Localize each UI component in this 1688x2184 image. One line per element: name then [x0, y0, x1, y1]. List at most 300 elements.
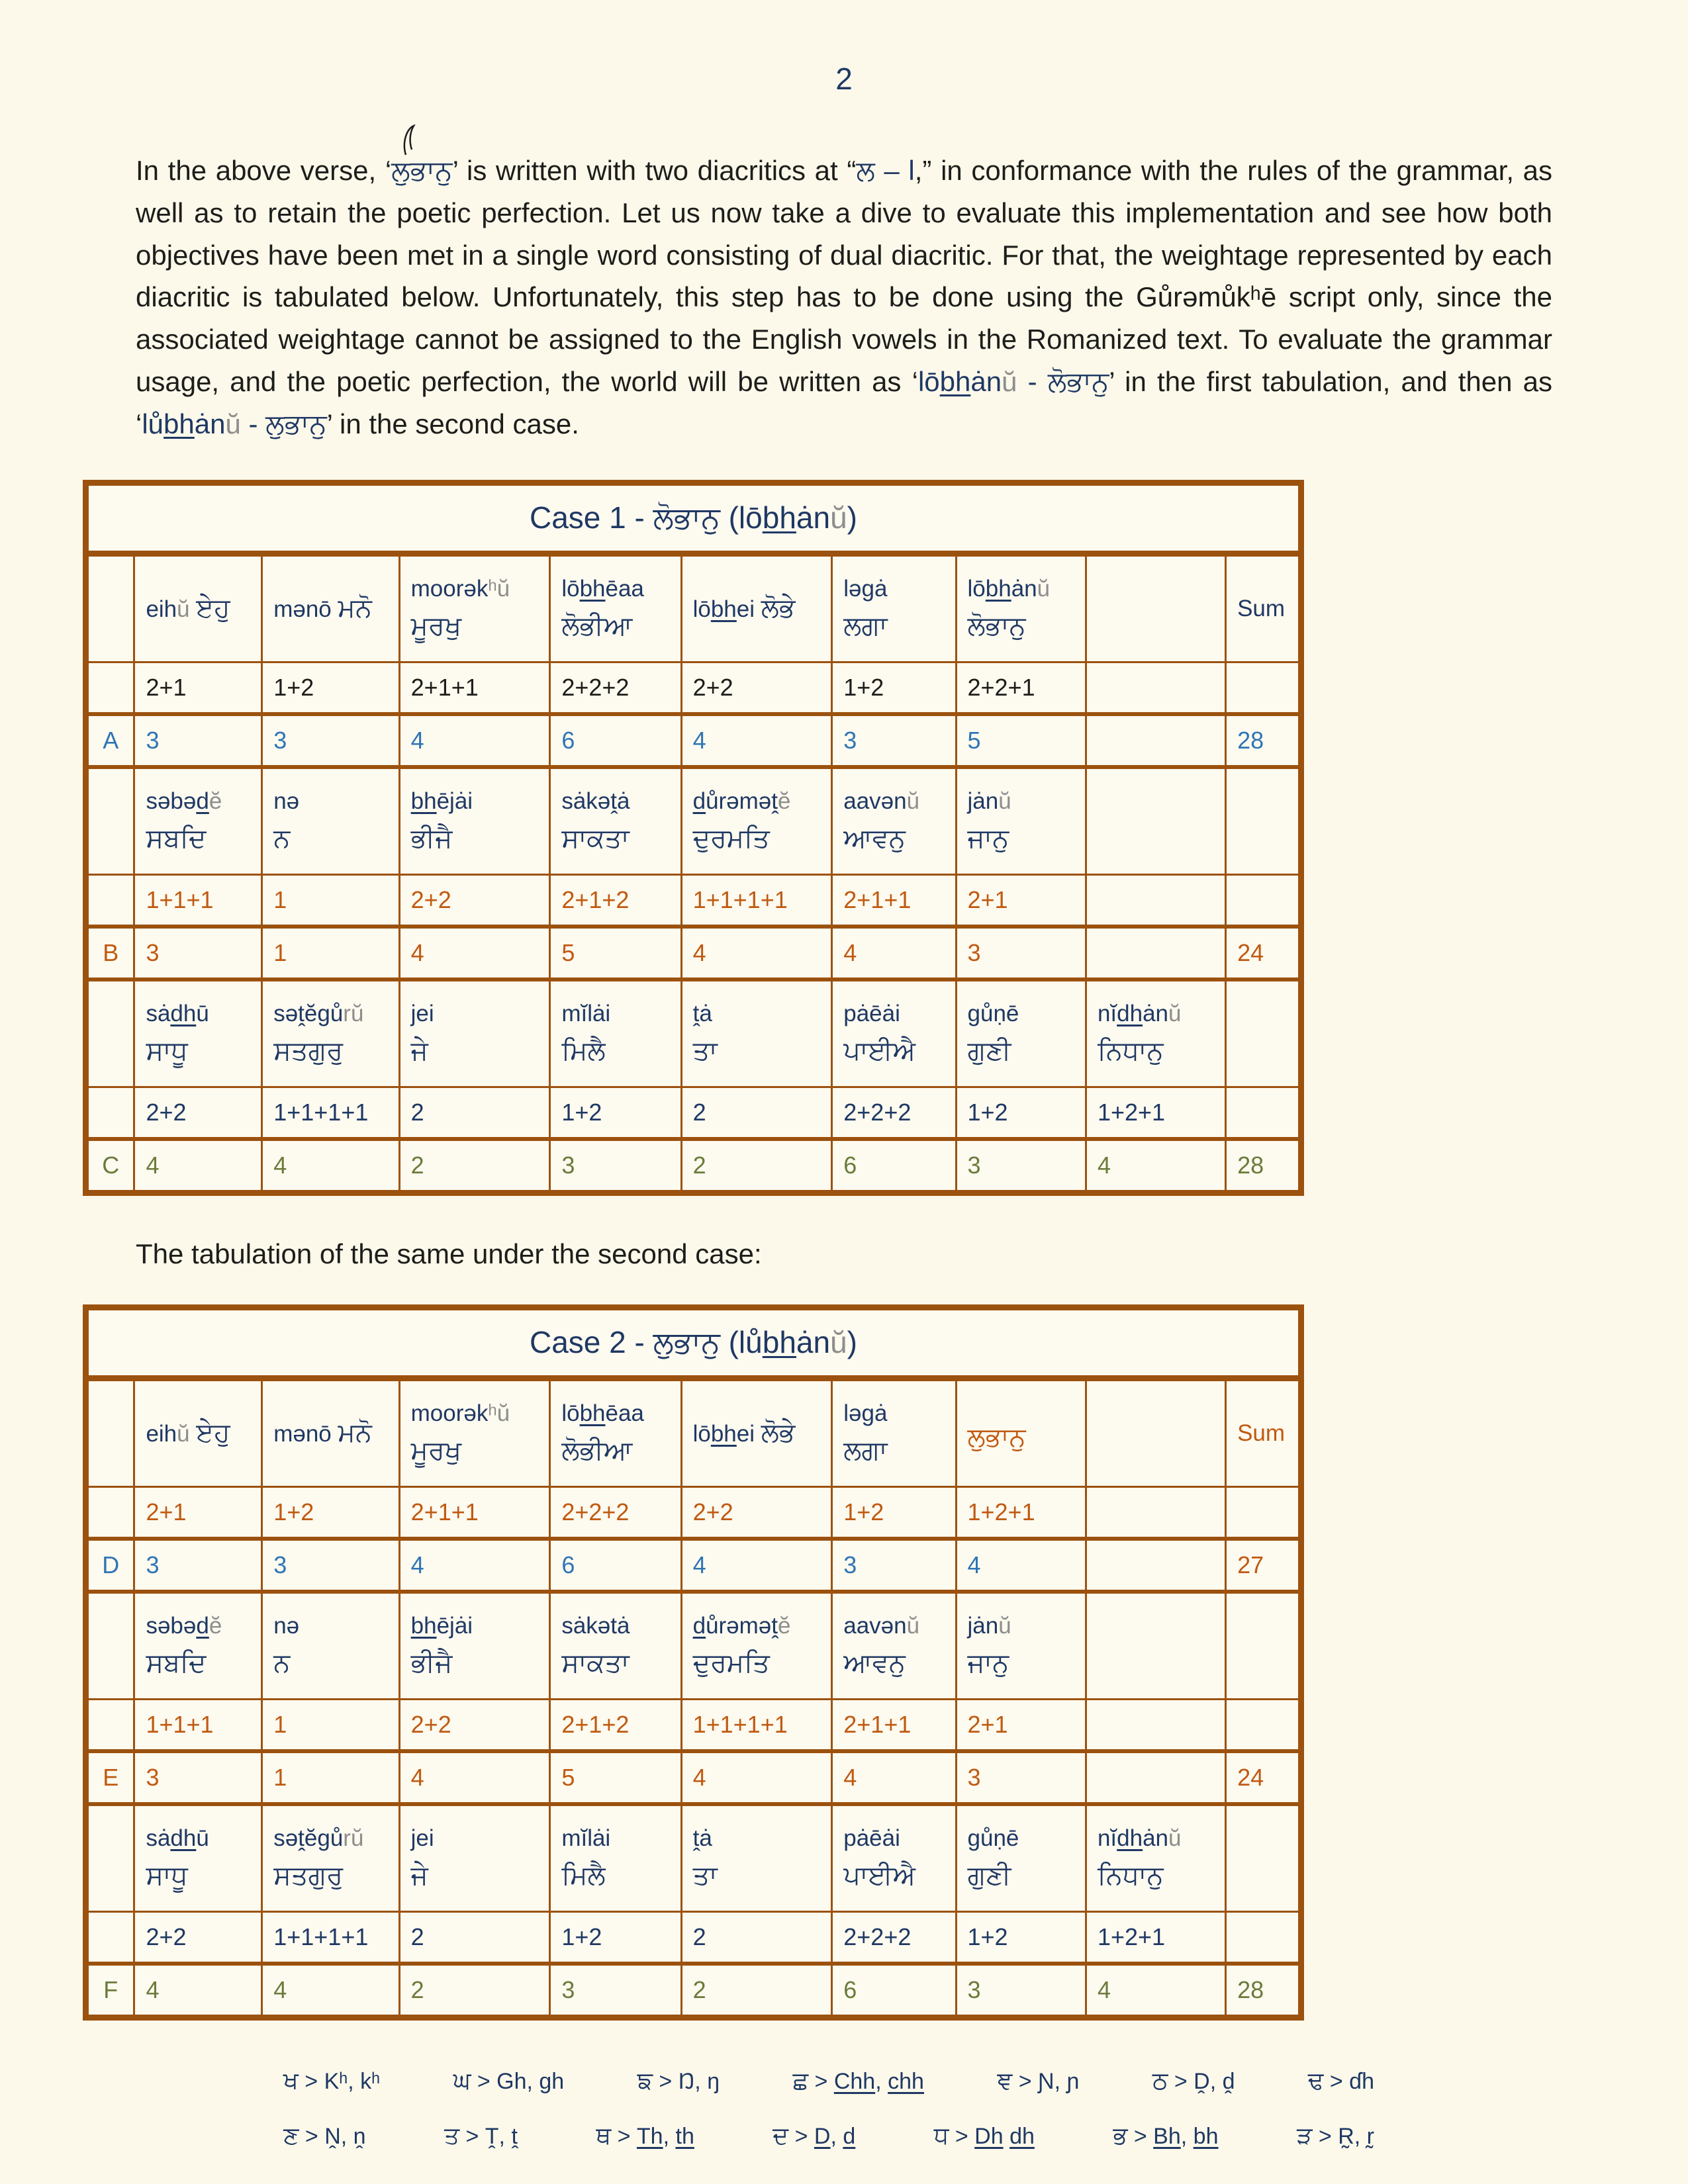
word-cell — [134, 1804, 262, 1912]
weight-cell: 2+1 — [956, 1699, 1086, 1751]
roman-word: jȧnŭ — [967, 788, 1011, 815]
gurmukhi-word: ਦੁਰਮਤਿ — [692, 1649, 770, 1678]
weight-cell: 2+1+2 — [550, 1699, 681, 1751]
count-cell: 4 — [681, 714, 832, 767]
legend-row — [283, 2067, 1374, 2095]
weight-cell: 2+2+2 — [550, 662, 681, 714]
underlined-letters: bh — [762, 500, 796, 535]
weight-cell: 1+1+1+1 — [681, 1699, 832, 1751]
roman-word: aavənŭ — [843, 1613, 920, 1639]
gray-diacritic: ĕ — [209, 1613, 222, 1639]
gurmukhi-word: ਲਗਾ — [843, 612, 888, 641]
roman-equivalent: Bh, bh — [1153, 2123, 1219, 2149]
weight-cell: 2 — [399, 1911, 550, 1964]
weight-cell: 1+2+1 — [1086, 1911, 1225, 1964]
weight-cell — [1226, 874, 1301, 927]
count-cell: 4 — [681, 927, 832, 979]
empty-cell — [86, 1592, 134, 1700]
weight-cell: 1+1+1+1 — [681, 874, 832, 927]
weight-cell — [1086, 1486, 1225, 1539]
count-cell: 3 — [134, 1751, 262, 1804]
weight-cell: 1+2 — [956, 1087, 1086, 1139]
gurmukhi-word: ਲੋਭਾਨੁ — [967, 612, 1026, 641]
gurmukhi-letter: ਙ — [637, 2066, 653, 2094]
word-cell — [1086, 979, 1225, 1087]
legend-item: ਞ > Ɲ, ɲ — [997, 2066, 1080, 2094]
empty-cell — [1086, 767, 1225, 875]
gurmukhi-letter: ਞ — [997, 2066, 1013, 2094]
word-cell — [956, 1804, 1086, 1912]
count-cell: 3 — [134, 927, 262, 979]
word-cell — [681, 553, 832, 662]
gurmukhi-letter: ਢ — [1307, 2066, 1324, 2094]
gray-diacritic: ĕ — [778, 1613, 791, 1639]
word-cell — [399, 979, 550, 1087]
count-cell: 5 — [550, 1751, 681, 1804]
weight-cell: 2+2 — [681, 1486, 832, 1539]
weight-cell: 2+1+1 — [832, 1699, 956, 1751]
weight-cell: 1+2 — [832, 1486, 956, 1539]
word-cell — [681, 1378, 832, 1486]
roman-equivalent — [974, 2124, 1035, 2149]
gray-diacritic: rŭ — [343, 1825, 364, 1852]
word-cell — [262, 979, 399, 1087]
roman-word: Sum — [1237, 595, 1286, 621]
count-cell: 2 — [681, 1139, 832, 1193]
roman-word: səṱĕgůrŭ — [273, 1825, 364, 1852]
weight-cell: 1+1+1+1 — [262, 1087, 399, 1139]
gurmukhi-letter: ਤ — [444, 2121, 460, 2149]
gray-diacritic: ŭ — [998, 1613, 1011, 1639]
word-cell — [550, 1592, 681, 1700]
count-cell: 2 — [399, 1139, 550, 1193]
roman-word: ṱȧ — [692, 1001, 712, 1027]
gurmukhi-word: ਲੁਭਾਨੁ — [391, 155, 452, 186]
weight-cell: 2+1+2 — [550, 874, 681, 927]
underlined-letters: Chh — [833, 2068, 876, 2094]
gurmukhi-word: ਲੋਭਾਨੁ — [1047, 366, 1109, 398]
second-case-caption: The tabulation of the same under the second case: — [136, 1238, 762, 1269]
page-number: 2 — [835, 62, 853, 96]
gurmukhi-word: ਮਿਲੈ — [561, 1036, 606, 1066]
gurmukhi-word: ਪਾਈਐ — [843, 1861, 915, 1891]
gray-diacritic: ŭ — [906, 788, 920, 815]
word-cell — [134, 1592, 262, 1700]
weight-cell — [1226, 662, 1301, 714]
weight-cell: 2+2 — [681, 662, 832, 714]
roman-word: eihŭ — [146, 1421, 190, 1447]
gurmukhi-word: ਲਗਾ — [843, 1436, 888, 1466]
roman-word: eihŭ — [146, 596, 190, 623]
gray-diacritic: ĕ — [209, 788, 222, 815]
empty-cell — [1226, 979, 1301, 1087]
count-cell: 1 — [262, 1751, 399, 1804]
word-cell — [832, 979, 956, 1087]
row-label: D — [86, 1539, 134, 1592]
case-2-title — [86, 1307, 1301, 1378]
count-cell: 3 — [956, 1751, 1086, 1804]
count-cell: 3 — [832, 714, 956, 767]
underlined-letters: bh — [710, 1421, 737, 1447]
gurmukhi-word: ਲੋਭਾਨੁ — [653, 500, 720, 535]
word-cell — [399, 1378, 550, 1486]
gurmukhi-word: ਮਨੋ — [338, 594, 372, 623]
intro-text: lōbhȧnŭ — [917, 366, 1017, 398]
empty-cell — [1086, 1592, 1225, 1700]
roman-word: lōbhei — [692, 1421, 755, 1447]
underlined-letters: dh — [170, 1001, 197, 1027]
gurmukhi-word: ਤਾ — [692, 1861, 718, 1891]
count-cell: 2 — [399, 1964, 550, 2018]
roman-word: jȧnŭ — [967, 1613, 1011, 1639]
underlined-letters: bh — [939, 366, 971, 398]
count-cell: 4 — [134, 1964, 262, 2018]
legend-item: ਢ > ɗh — [1307, 2066, 1374, 2094]
roman-word: nĭdhȧnŭ — [1097, 1001, 1182, 1027]
gray-diacritic: ŭ — [906, 1613, 920, 1639]
count-cell: 4 — [262, 1139, 399, 1193]
underlined-letters: bh — [410, 788, 437, 815]
title-text: (lōbhȧnŭ) — [720, 500, 857, 535]
sum-cell: 28 — [1226, 714, 1301, 767]
roman-word: səbədĕ — [146, 788, 222, 815]
count-cell: 6 — [550, 1539, 681, 1592]
gurmukhi-letter: ਖ — [283, 2066, 299, 2094]
underlined-letters: dh — [1117, 1825, 1143, 1852]
gurmukhi-word: ਸਤਗੁਰੁ — [273, 1861, 344, 1891]
gurmukhi-letter: ਦ — [773, 2121, 789, 2149]
roman-word: nə — [273, 788, 300, 815]
gurmukhi-word: ਜਾਨੁ — [967, 1649, 1009, 1678]
gray-diacritic: rŭ — [343, 1001, 364, 1027]
intro-text: ’ in the first tabulation, and then as ‘ — [136, 366, 1552, 439]
underlined-letters: Bh — [1153, 2123, 1181, 2149]
word-cell — [956, 1592, 1086, 1700]
weight-cell: 1+2+1 — [956, 1486, 1086, 1539]
roman-equivalent: Gh, gh — [496, 2068, 565, 2094]
count-cell: 3 — [134, 1539, 262, 1592]
underlined-letters: bh — [410, 1613, 437, 1639]
count-cell: 1 — [262, 927, 399, 979]
legend-item: ਦ > D, d — [773, 2121, 856, 2149]
gurmukhi-word: ਲੁਭਾਨੁ — [265, 408, 327, 439]
roman-word: jei — [410, 1825, 434, 1852]
roman-word: ṱȧ — [692, 1825, 712, 1852]
word-cell — [134, 553, 262, 662]
word-cell — [399, 553, 550, 662]
underlined-letters: d — [843, 2123, 856, 2149]
roman-word: důrəməṱĕ — [692, 788, 791, 815]
count-cell — [1086, 1751, 1225, 1804]
gurmukhi-word: ਦੁਰਮਤਿ — [692, 824, 770, 854]
gurmukhi-word: ਲੁਭਾਨੁ — [967, 1423, 1026, 1453]
underlined-letters: Dh — [974, 2123, 1004, 2149]
gurmukhi-word: ਨਿਧਾਨੁ — [1097, 1036, 1164, 1066]
intro-text: ’ in the second case. — [326, 408, 579, 439]
count-cell: 6 — [550, 714, 681, 767]
count-cell: 4 — [1086, 1964, 1225, 2018]
weight-cell: 2 — [399, 1087, 550, 1139]
weight-cell: 1 — [262, 874, 399, 927]
underlined-letters: dh — [1009, 2123, 1035, 2149]
title-text: Case 1 - — [529, 500, 653, 535]
roman-equivalent: Chh, chh — [833, 2068, 924, 2094]
title-text: (lůbhȧnŭ) — [720, 1324, 857, 1359]
count-cell: 3 — [956, 1139, 1086, 1193]
title-text: Case 2 - — [529, 1324, 653, 1359]
intro-text: ,” in conformance with the rules of the grammar, as well as to retain the poetic perfection. Let us now take a dive to evaluate this implementation and see how both objectives have been met in a single word consisting of dual diacritic. For that, the weightage represented by each diacritic is tabulated below. Unfortunately, this step has to be done using the Gůrəmůkʰē script only, since the associated weightage cannot be assigned to the English vowels in the Romanized text. To evaluate the grammar usage, and the poetic perfection, the world will be written as ‘ — [136, 155, 1553, 398]
underlined-letters: bh — [164, 408, 195, 439]
count-cell: 6 — [832, 1964, 956, 2018]
count-cell: 3 — [550, 1139, 681, 1193]
word-cell — [262, 767, 399, 875]
weight-cell: 2 — [681, 1087, 832, 1139]
sum-cell: 28 — [1226, 1139, 1301, 1193]
gray-diacritic: ŭ — [830, 1324, 847, 1359]
roman-word: səṱĕgůrŭ — [273, 1001, 364, 1027]
gurmukhi-letter: ਭ — [1113, 2121, 1128, 2149]
weight-cell — [1086, 1699, 1225, 1751]
weight-cell: 1+2 — [262, 662, 399, 714]
count-cell — [1086, 714, 1225, 767]
word-cell — [550, 1378, 681, 1486]
weight-cell: 2+2 — [134, 1087, 262, 1139]
gurmukhi-word: ਲੋਭੀਆ — [561, 612, 633, 641]
count-cell: 3 — [262, 714, 399, 767]
gurmukhi-word: ਲ — [856, 155, 875, 186]
gray-diacritic: ŭ — [1002, 366, 1017, 398]
gray-diacritic: ĕ — [778, 788, 791, 815]
weight-cell — [1226, 1911, 1301, 1964]
gray-diacritic: ŭ — [225, 408, 241, 439]
underlined-letters: bh — [579, 576, 606, 602]
roman-equivalent: Kʰ, kʰ — [324, 2068, 381, 2094]
underlined-letters: dh — [1117, 1001, 1143, 1027]
underlined-letters: bh — [985, 576, 1011, 602]
roman-word: mənō — [273, 596, 332, 623]
roman-word: lōbhēaa — [561, 576, 644, 602]
underlined-letters: th — [675, 2123, 694, 2149]
count-cell: 3 — [262, 1539, 399, 1592]
gurmukhi-word: ਏਹੁ — [196, 1418, 230, 1448]
gurmukhi-word: ਸਤਗੁਰੁ — [273, 1036, 344, 1066]
word-cell — [134, 1378, 262, 1486]
word-cell — [399, 1804, 550, 1912]
roman-equivalent: Ṋ, ṋ — [324, 2123, 366, 2149]
gurmukhi-word: ਜੇ — [410, 1036, 428, 1066]
word-cell — [550, 553, 681, 662]
gurmukhi-word: ਸਾਧੂ — [146, 1036, 188, 1066]
count-cell — [1086, 927, 1225, 979]
word-cell — [262, 1592, 399, 1700]
gurmukhi-word: ਸਾਕਤਾ — [561, 1649, 630, 1678]
roman-equivalent: Ɲ, ɲ — [1038, 2068, 1080, 2094]
weight-cell: 2+1 — [956, 874, 1086, 927]
gray-diacritic: ŭ — [1037, 576, 1051, 602]
roman-equivalent: Th, th — [636, 2123, 694, 2149]
gurmukhi-word: ਨਿਧਾਨੁ — [1097, 1861, 1164, 1891]
weight-cell — [1226, 1486, 1301, 1539]
case-1-table — [83, 480, 1304, 1196]
gray-diacritic: ŭ — [177, 1421, 190, 1447]
transliteration-legend — [283, 2067, 1374, 2150]
gurmukhi-word: ਲੁਭਾਨੁ — [653, 1324, 720, 1359]
word-cell — [399, 767, 550, 875]
underlined-letters: d — [196, 1613, 209, 1639]
intro-text: – l — [874, 155, 915, 186]
count-cell: 4 — [399, 1751, 550, 1804]
weight-cell: 1+1+1 — [134, 1699, 262, 1751]
roman-word: bhējȧi — [410, 1613, 473, 1639]
word-cell — [832, 1804, 956, 1912]
row-label: F — [86, 1964, 134, 2018]
empty-cell — [1226, 767, 1301, 875]
empty-cell — [1226, 1592, 1301, 1700]
word-cell — [550, 1804, 681, 1912]
roman-word: moorəkʰŭ — [410, 1400, 510, 1427]
intro-text: In the above verse, ‘ — [136, 155, 392, 186]
gray-diacritic: ŭ — [177, 596, 190, 623]
count-cell: 3 — [956, 927, 1086, 979]
weight-cell: 2+2+2 — [832, 1087, 956, 1139]
verse-flourish-icon — [400, 124, 420, 156]
count-cell: 4 — [956, 1539, 1086, 1592]
roman-word: səbədĕ — [146, 1613, 222, 1639]
roman-word: pȧēȧi — [843, 1825, 900, 1852]
count-cell: 4 — [399, 1539, 550, 1592]
gurmukhi-word: ਲੋਭੇ — [761, 1418, 796, 1448]
roman-word: pȧēȧi — [843, 1001, 900, 1027]
gurmukhi-word: ਲੋਭੀਆ — [561, 1436, 633, 1466]
weight-cell — [1086, 874, 1225, 927]
case-1-title — [86, 482, 1301, 553]
gurmukhi-word: ਨ — [273, 824, 291, 854]
count-cell: 3 — [550, 1964, 681, 2018]
weight-cell: 2+2 — [134, 1911, 262, 1964]
gurmukhi-word: ਨ — [273, 1649, 291, 1678]
weight-cell: 2+1 — [134, 662, 262, 714]
gurmukhi-letter: ਣ — [283, 2121, 299, 2149]
gurmukhi-word: ਤਾ — [692, 1036, 718, 1066]
word-cell — [550, 767, 681, 875]
underlined-letters: Th — [636, 2123, 663, 2149]
underlined-letters: bh — [710, 596, 737, 623]
gurmukhi-letter: ਘ — [453, 2066, 471, 2094]
count-cell: 6 — [832, 1139, 956, 1193]
gurmukhi-word: ਸਾਕਤਾ — [561, 824, 630, 854]
weight-cell: 2+2+2 — [832, 1911, 956, 1964]
word-cell — [134, 979, 262, 1087]
weight-cell — [86, 874, 134, 927]
gurmukhi-word: ਗੁਣੀ — [967, 1036, 1011, 1066]
weight-cell — [86, 1486, 134, 1539]
empty-cell — [86, 553, 134, 662]
roman-word: lōbhȧnŭ — [967, 576, 1051, 602]
weight-cell: 2+2+1 — [956, 662, 1086, 714]
underlined-letters: d — [692, 1613, 706, 1639]
empty-cell — [1086, 553, 1225, 662]
gurmukhi-word: ਭੀਜੈ — [410, 824, 453, 854]
count-cell: 4 — [399, 714, 550, 767]
gurmukhi-word: ਮਿਲੈ — [561, 1861, 606, 1891]
roman-word: aavənŭ — [843, 788, 920, 815]
word-cell — [832, 553, 956, 662]
roman-word: gůṇē — [967, 1825, 1019, 1852]
weight-cell — [86, 1699, 134, 1751]
count-cell: 5 — [550, 927, 681, 979]
count-cell: 3 — [956, 1964, 1086, 2018]
row-label: C — [86, 1139, 134, 1193]
weight-cell: 1+1+1+1 — [262, 1911, 399, 1964]
roman-equivalent: ɗh — [1349, 2068, 1374, 2094]
sum-cell: 27 — [1226, 1539, 1301, 1592]
legend-row — [283, 2122, 1374, 2150]
weight-cell — [86, 662, 134, 714]
gurmukhi-letter: ਛ — [792, 2066, 809, 2094]
sum-header — [1226, 553, 1301, 662]
intro-text: ’ is written with two diacritics at “ — [452, 155, 857, 186]
weight-cell: 1+2 — [262, 1486, 399, 1539]
empty-cell — [86, 767, 134, 875]
count-cell: 3 — [832, 1539, 956, 1592]
count-cell: 4 — [134, 1139, 262, 1193]
weight-cell: 1+2+1 — [1086, 1087, 1225, 1139]
underlined-letters: chh — [888, 2068, 924, 2094]
gurmukhi-word: ਸਬਦਿ — [146, 824, 207, 854]
weight-cell — [1226, 1699, 1301, 1751]
count-cell: 3 — [134, 714, 262, 767]
legend-item: ਧ > Dh dh — [933, 2121, 1035, 2149]
weight-cell: 1+1+1 — [134, 874, 262, 927]
gurmukhi-word: ਲੋਭੇ — [761, 594, 796, 623]
legend-item: ਭ > Bh, bh — [1113, 2121, 1219, 2149]
word-cell — [262, 1378, 399, 1486]
gurmukhi-word: ਜਾਨੁ — [967, 824, 1009, 854]
weight-cell: 1+2 — [956, 1911, 1086, 1964]
count-cell: 4 — [262, 1964, 399, 2018]
count-cell: 2 — [681, 1964, 832, 2018]
roman-word: bhējȧi — [410, 788, 473, 815]
case1-table-container — [0, 480, 1688, 1196]
roman-word: nĭdhȧnŭ — [1097, 1825, 1182, 1852]
empty-cell — [86, 1378, 134, 1486]
weight-cell: 2+2+2 — [550, 1486, 681, 1539]
roman-word: mĭlȧi — [561, 1001, 611, 1027]
word-cell — [681, 1804, 832, 1912]
row-label: A — [86, 714, 134, 767]
sum-cell: 24 — [1226, 927, 1301, 979]
legend-item: ਙ > Ŋ, ŋ — [637, 2066, 720, 2094]
count-cell: 4 — [1086, 1139, 1225, 1193]
legend-item: ਖ > Kʰ, kʰ — [283, 2066, 381, 2094]
gurmukhi-word: ਪਾਈਐ — [843, 1036, 915, 1066]
gray-diacritic: ŭ — [998, 788, 1011, 815]
count-cell: 4 — [832, 1751, 956, 1804]
gurmukhi-letter: ਠ — [1152, 2066, 1168, 2094]
gray-diacritic: ʰŭ — [488, 576, 510, 602]
count-cell: 4 — [399, 927, 550, 979]
legend-item: ਥ > Th, th — [596, 2121, 694, 2149]
gurmukhi-word: ਜੇ — [410, 1861, 428, 1891]
gurmukhi-word: ਭੀਜੈ — [410, 1649, 453, 1678]
underlined-letters: d — [692, 788, 706, 815]
roman-word: sȧdhū — [146, 1001, 209, 1027]
roman-equivalent: D, d — [814, 2123, 856, 2149]
count-cell — [1086, 1539, 1225, 1592]
word-cell — [956, 553, 1086, 662]
gurmukhi-letter: ਥ — [596, 2121, 612, 2149]
gurmukhi-letter: ੜ — [1296, 2121, 1313, 2149]
